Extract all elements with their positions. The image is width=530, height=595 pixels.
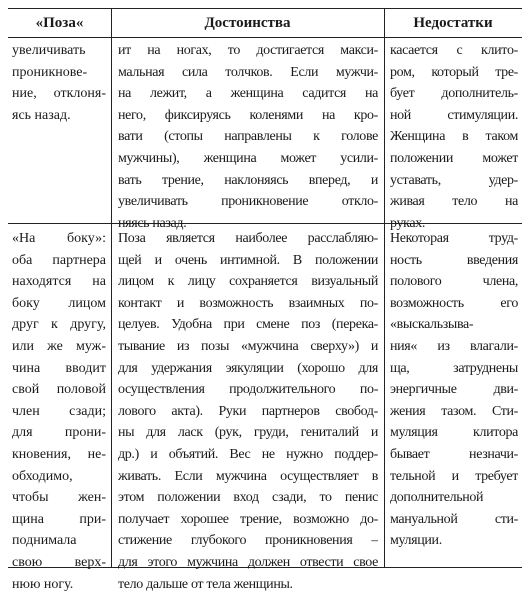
text-line: на лежит, а женщина садится на [118, 83, 378, 105]
text-line: вать трение, наклоняясь вперед, и [118, 170, 378, 192]
row1-disadvantages-cell [390, 40, 518, 234]
header-pose: «Поза« [8, 9, 111, 37]
text-line: «На боку»: [12, 228, 106, 250]
text-line: контакт и возможность взаимных по- [118, 293, 378, 315]
pose-comparison-table [8, 8, 522, 568]
text-line: жения тазом. Сти- [390, 401, 518, 423]
text-line: поднимала [12, 530, 106, 552]
row1-advantages-cell [118, 40, 378, 234]
text-line: ной стимуляции. [390, 105, 518, 127]
text-line: положении может [390, 148, 518, 170]
text-line: для этого мужчина должен отвести свое [118, 552, 378, 574]
text-line: обходимо, [12, 466, 106, 488]
text-line: «выскальзыва- [390, 314, 518, 336]
text-line: ща, затруднены [390, 358, 518, 380]
text-line: Женщина в таком [390, 126, 518, 148]
text-line: находятся на [12, 271, 106, 293]
text-line: увеличивать проникновение отклo- [118, 191, 378, 213]
text-line: тельной и требует [390, 466, 518, 488]
text-line: Некоторая труд- [390, 228, 518, 250]
text-line: щина при- [12, 509, 106, 531]
text-line: энергичные дви- [390, 379, 518, 401]
text-line: уставать, удер- [390, 170, 518, 192]
header-disadvantages: Недостатки [384, 9, 522, 37]
text-line: лицом к лицу сохраняется визуальный [118, 271, 378, 293]
text-line: целуев. Удобна при смене поз (перека- [118, 314, 378, 336]
text-line: ния« из влагали- [390, 336, 518, 358]
text-line: этом положении вход сзади, то пенис [118, 487, 378, 509]
text-line: живать. Если мужчина осуществляет в [118, 466, 378, 488]
text-line: возможность его [390, 293, 518, 315]
text-line: него, фиксируясь коленями на кро- [118, 105, 378, 127]
text-line: ром, который тре- [390, 62, 518, 84]
row2-disadvantages-cell [390, 228, 518, 552]
text-line: для удержания эякуляции (хорошо для [118, 358, 378, 380]
text-line: лового акта). Руки партнеров свобод- [118, 401, 378, 423]
column-divider [384, 9, 385, 567]
text-line: мануальной сти- [390, 509, 518, 531]
text-line: чина вводит [12, 358, 106, 380]
row2-advantages-cell [118, 228, 378, 595]
text-line: ит на ногах, то достигается макси- [118, 40, 378, 62]
text-line: бывает незначи- [390, 444, 518, 466]
text-line: стижение глубокого проникновения – [118, 530, 378, 552]
text-line: полового члена, [390, 271, 518, 293]
text-line: бует дополнитель- [390, 83, 518, 105]
column-divider [111, 9, 112, 567]
text-line: живая тело на [390, 191, 518, 213]
header-advantages: Достоинства [111, 9, 384, 37]
text-line: нюю ногу. [12, 574, 106, 595]
text-line: друг к другу, [12, 314, 106, 336]
text-line: касается с клитo- [390, 40, 518, 62]
row2-pose-cell [12, 228, 106, 595]
text-line: осуществления продолжительного по- [118, 379, 378, 401]
text-line: др.) и объятий. Вес не нужно поддер- [118, 444, 378, 466]
text-line: руках. [390, 213, 518, 235]
text-line: мужчины), женщина может усили- [118, 148, 378, 170]
text-line: свой половой [12, 379, 106, 401]
text-line: щей и очень интимной. В положении [118, 250, 378, 272]
text-line: вати (стопы направлены к голове [118, 126, 378, 148]
text-line: ность введения [390, 250, 518, 272]
text-line: тело дальше от тела женщины. [118, 574, 378, 595]
text-line: муляции. [390, 530, 518, 552]
text-line: оба партнера [12, 250, 106, 272]
row1-pose-cell [12, 40, 106, 126]
text-line: член сзади; [12, 401, 106, 423]
text-line: муляция клитора [390, 422, 518, 444]
text-line: мальная сила толчков. Если мужчи- [118, 62, 378, 84]
text-line: или же муж- [12, 336, 106, 358]
text-line: няясь назад. [118, 213, 378, 235]
text-line: для прони- [12, 422, 106, 444]
text-line: ясь назад. [12, 105, 106, 127]
text-line: дополнительной [390, 487, 518, 509]
text-line: ние, отклоня- [12, 83, 106, 105]
text-line: ны для ласк (рук, груди, гениталий и [118, 422, 378, 444]
header-divider [8, 37, 522, 38]
text-line: чтобы жен- [12, 487, 106, 509]
text-line: свою верх- [12, 552, 106, 574]
text-line: Поза является наиболее расслабляю- [118, 228, 378, 250]
text-line: увеличивать [12, 40, 106, 62]
text-line: получает хорошее трение, возможно до- [118, 509, 378, 531]
text-line: боку лицом [12, 293, 106, 315]
text-line: проникнове- [12, 62, 106, 84]
text-line: тывание из позы «мужчина сверху») и [118, 336, 378, 358]
text-line: кновения, не- [12, 444, 106, 466]
